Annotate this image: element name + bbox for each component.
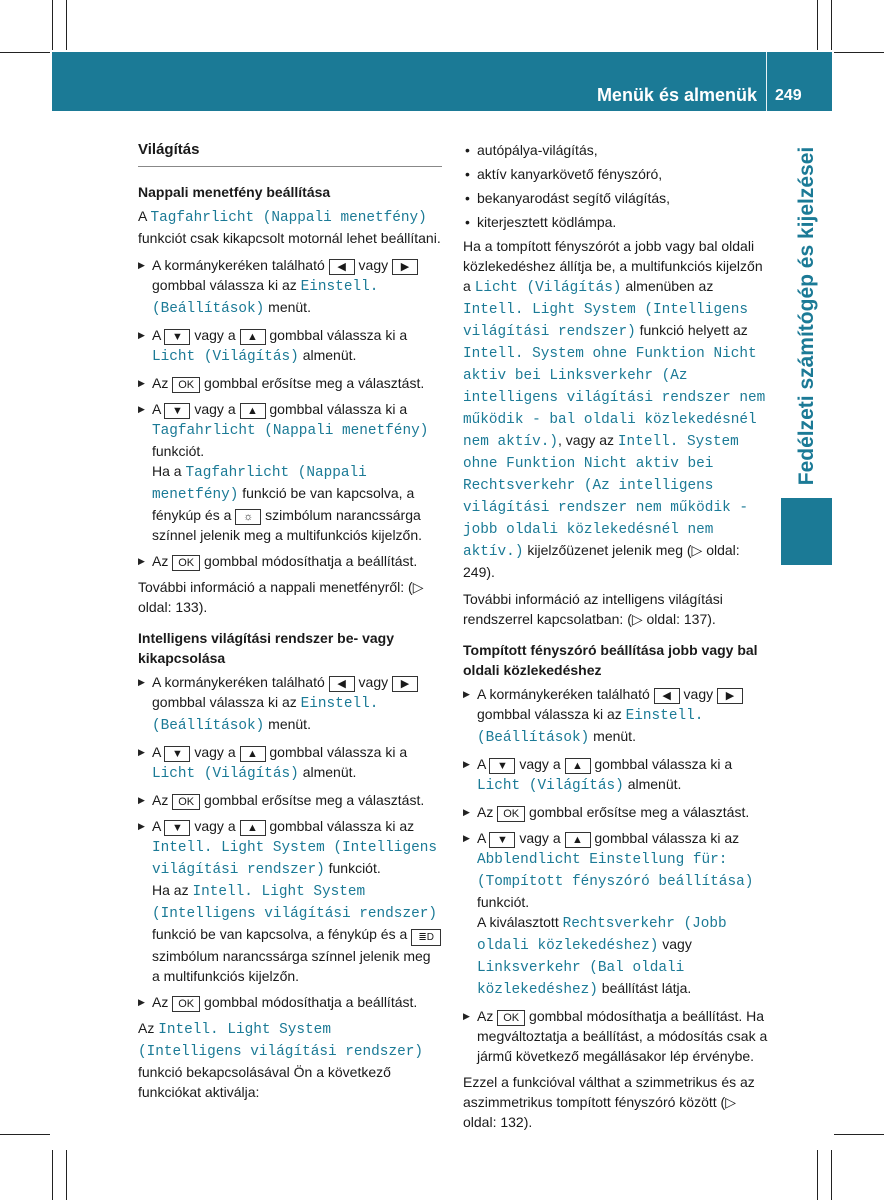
right-arrow-icon: ▶ [392, 676, 418, 692]
ok-key: OK [172, 555, 200, 571]
list-item: • bekanyarodást segítő világítás, [463, 188, 769, 208]
left-arrow-icon: ◀ [654, 688, 680, 704]
down-arrow-icon: ▼ [164, 746, 190, 762]
crop-mark [831, 0, 832, 50]
ok-key: OK [497, 1010, 525, 1026]
ok-key: OK [497, 806, 525, 822]
list-item: • autópálya-világítás, [463, 140, 769, 160]
step: ▶ A ▼ vagy a ▲ gombbal válassza ki a Tagfahrlicht (Nappali menetfény) funkciót. Ha a Tagfahrlicht (Nappali menetfény) funkció be van kapcsolva, a fénykúp és a ☼ szimbólum narancssárga színnel jelenik meg a multifunkciós kijelzőn. [138, 399, 442, 545]
up-arrow-icon: ▲ [565, 832, 591, 848]
left-arrow-icon: ◀ [329, 259, 355, 275]
paragraph: A Tagfahrlicht (Nappali menetfény) funkciót csak kikapcsolt motornál lehet beállítani. [138, 208, 441, 246]
daytime-light-icon: ☼ [235, 509, 261, 525]
crop-mark [817, 1150, 818, 1200]
down-arrow-icon: ▼ [164, 403, 190, 419]
page-number: 249 [775, 87, 802, 104]
subsection-title: Nappali menetfény beállítása [138, 184, 331, 200]
step: ▶ Az OK gombbal erősítse meg a választást. [138, 373, 442, 393]
up-arrow-icon: ▲ [240, 329, 266, 345]
page-title: Menük és almenük [596, 85, 757, 105]
crop-mark [817, 0, 818, 50]
chapter-title: Fedélzeti számítógép és kijelzései [795, 146, 818, 486]
step: ▶ Az OK gombbal erősítse meg a választást. [463, 802, 769, 822]
step: ▶ Az OK gombbal módosíthatja a beállítást. [138, 551, 442, 571]
section-heading: Világítás [138, 140, 442, 167]
subsection-title: Intelligens világítási rendszer be- vagy kikapcsolása [138, 630, 394, 666]
down-arrow-icon: ▼ [164, 820, 190, 836]
left-arrow-icon: ◀ [329, 676, 355, 692]
ok-key: OK [172, 794, 200, 810]
up-arrow-icon: ▲ [240, 820, 266, 836]
step: ▶ A ▼ vagy a ▲ gombbal válassza ki a Licht (Világítás) almenüt. [463, 754, 769, 796]
right-arrow-icon: ▶ [392, 259, 418, 275]
crop-mark [66, 0, 67, 50]
ok-key: OK [172, 996, 200, 1012]
step: ▶ Az OK gombbal módosíthatja a beállítást. [138, 992, 442, 1012]
paragraph: További információ a nappali menetfényről: (▷ oldal: 133). [138, 579, 424, 615]
up-arrow-icon: ▲ [240, 403, 266, 419]
chapter-tab [781, 498, 832, 565]
step: ▶ A ▼ vagy a ▲ gombbal válassza ki a Licht (Világítás) almenüt. [138, 325, 442, 367]
down-arrow-icon: ▼ [164, 329, 190, 345]
paragraph: Ha a tompított fényszórót a jobb vagy bal oldali közlekedéshez állítja be, a multifunkciós kijelzőn a Licht (Világítás) almenüben az Intell. Light System (Intelligens világítási rendszer) funkció helyett az Intell. System ohne Funktion Nicht aktiv bei Linksverkehr (Az intelligens világítási rendszer nem működik - bal oldali közlekedésnél nem aktív.), vagy az Intell. System ohne Funktion Nicht aktiv bei Rechtsverkehr (Az intelligens világítási rendszer nem működik - jobb oldali közlekedésnél nem aktív.) kijelzőüzenet jelenik meg (▷ oldal: 249). [463, 238, 766, 580]
step: ▶ A ▼ vagy a ▲ gombbal válassza ki az Intell. Light System (Intelligens világítási rendszer) funkciót. Ha az Intell. Light System (Intelligens világítási rendszer) funkció be van kapcsolva, a fénykúp és a ≣D szimbólum narancssárga színnel jelenik meg a multifunkciós kijelzőn. [138, 816, 442, 986]
step: ▶ A kormánykeréken található ◀ vagy ▶ gombbal válassza ki az Einstell. (Beállítások) menüt. [138, 255, 442, 319]
up-arrow-icon: ▲ [240, 746, 266, 762]
up-arrow-icon: ▲ [565, 758, 591, 774]
crop-mark [0, 1134, 50, 1135]
crop-mark [834, 52, 884, 53]
right-arrow-icon: ▶ [717, 688, 743, 704]
paragraph: Ezzel a funkcióval válthat a szimmetrikus és az aszimmetrikus tompított fényszóró között (▷ oldal: 132). [463, 1074, 755, 1130]
crop-mark [0, 52, 50, 53]
list-item: • aktív kanyarkövető fényszóró, [463, 164, 769, 184]
crop-mark [831, 1150, 832, 1200]
crop-mark [66, 1150, 67, 1200]
crop-mark [834, 1134, 884, 1135]
step: ▶ Az OK gombbal erősítse meg a választást. [138, 790, 442, 810]
down-arrow-icon: ▼ [489, 758, 515, 774]
paragraph: További információ az intelligens világítási rendszerrel kapcsolatban: (▷ oldal: 137). [463, 591, 723, 627]
ok-key: OK [172, 377, 200, 393]
header-separator [766, 52, 767, 111]
step: ▶ Az OK gombbal módosíthatja a beállítást. Ha megváltoztatja a beállítást, a módosítás csak a jármű következő megállásakor lép érvénybe. [463, 1006, 769, 1066]
left-column [138, 140, 442, 1109]
crop-mark [52, 0, 53, 50]
headlight-icon: ≣D [411, 929, 441, 946]
list-item: • kiterjesztett ködlámpa. [463, 212, 769, 232]
subsection-title: Tompított fényszóró beállítása jobb vagy bal oldali közlekedéshez [463, 642, 758, 678]
down-arrow-icon: ▼ [489, 832, 515, 848]
paragraph: Az Intell. Light System (Intelligens világítási rendszer) funkció bekapcsolásával Ön a következő funkciókat aktiválja: [138, 1020, 423, 1100]
step: ▶ A kormánykeréken található ◀ vagy ▶ gombbal válassza ki az Einstell. (Beállítások) menüt. [138, 672, 442, 736]
right-column [463, 140, 769, 1139]
crop-mark [52, 1150, 53, 1200]
step: ▶ A kormánykeréken található ◀ vagy ▶ gombbal válassza ki az Einstell. (Beállítások) menüt. [463, 684, 769, 748]
step: ▶ A ▼ vagy a ▲ gombbal válassza ki a Licht (Világítás) almenüt. [138, 742, 442, 784]
step: ▶ A ▼ vagy a ▲ gombbal válassza ki az Abblendlicht Einstellung für: (Tompított fényszóró beállítása) funkciót. A kiválasztott Rechtsverkehr (Jobb oldali közlekedéshez) vagy Linksverkehr (Bal oldali közlekedéshez) beállítást látja. [463, 828, 769, 1000]
